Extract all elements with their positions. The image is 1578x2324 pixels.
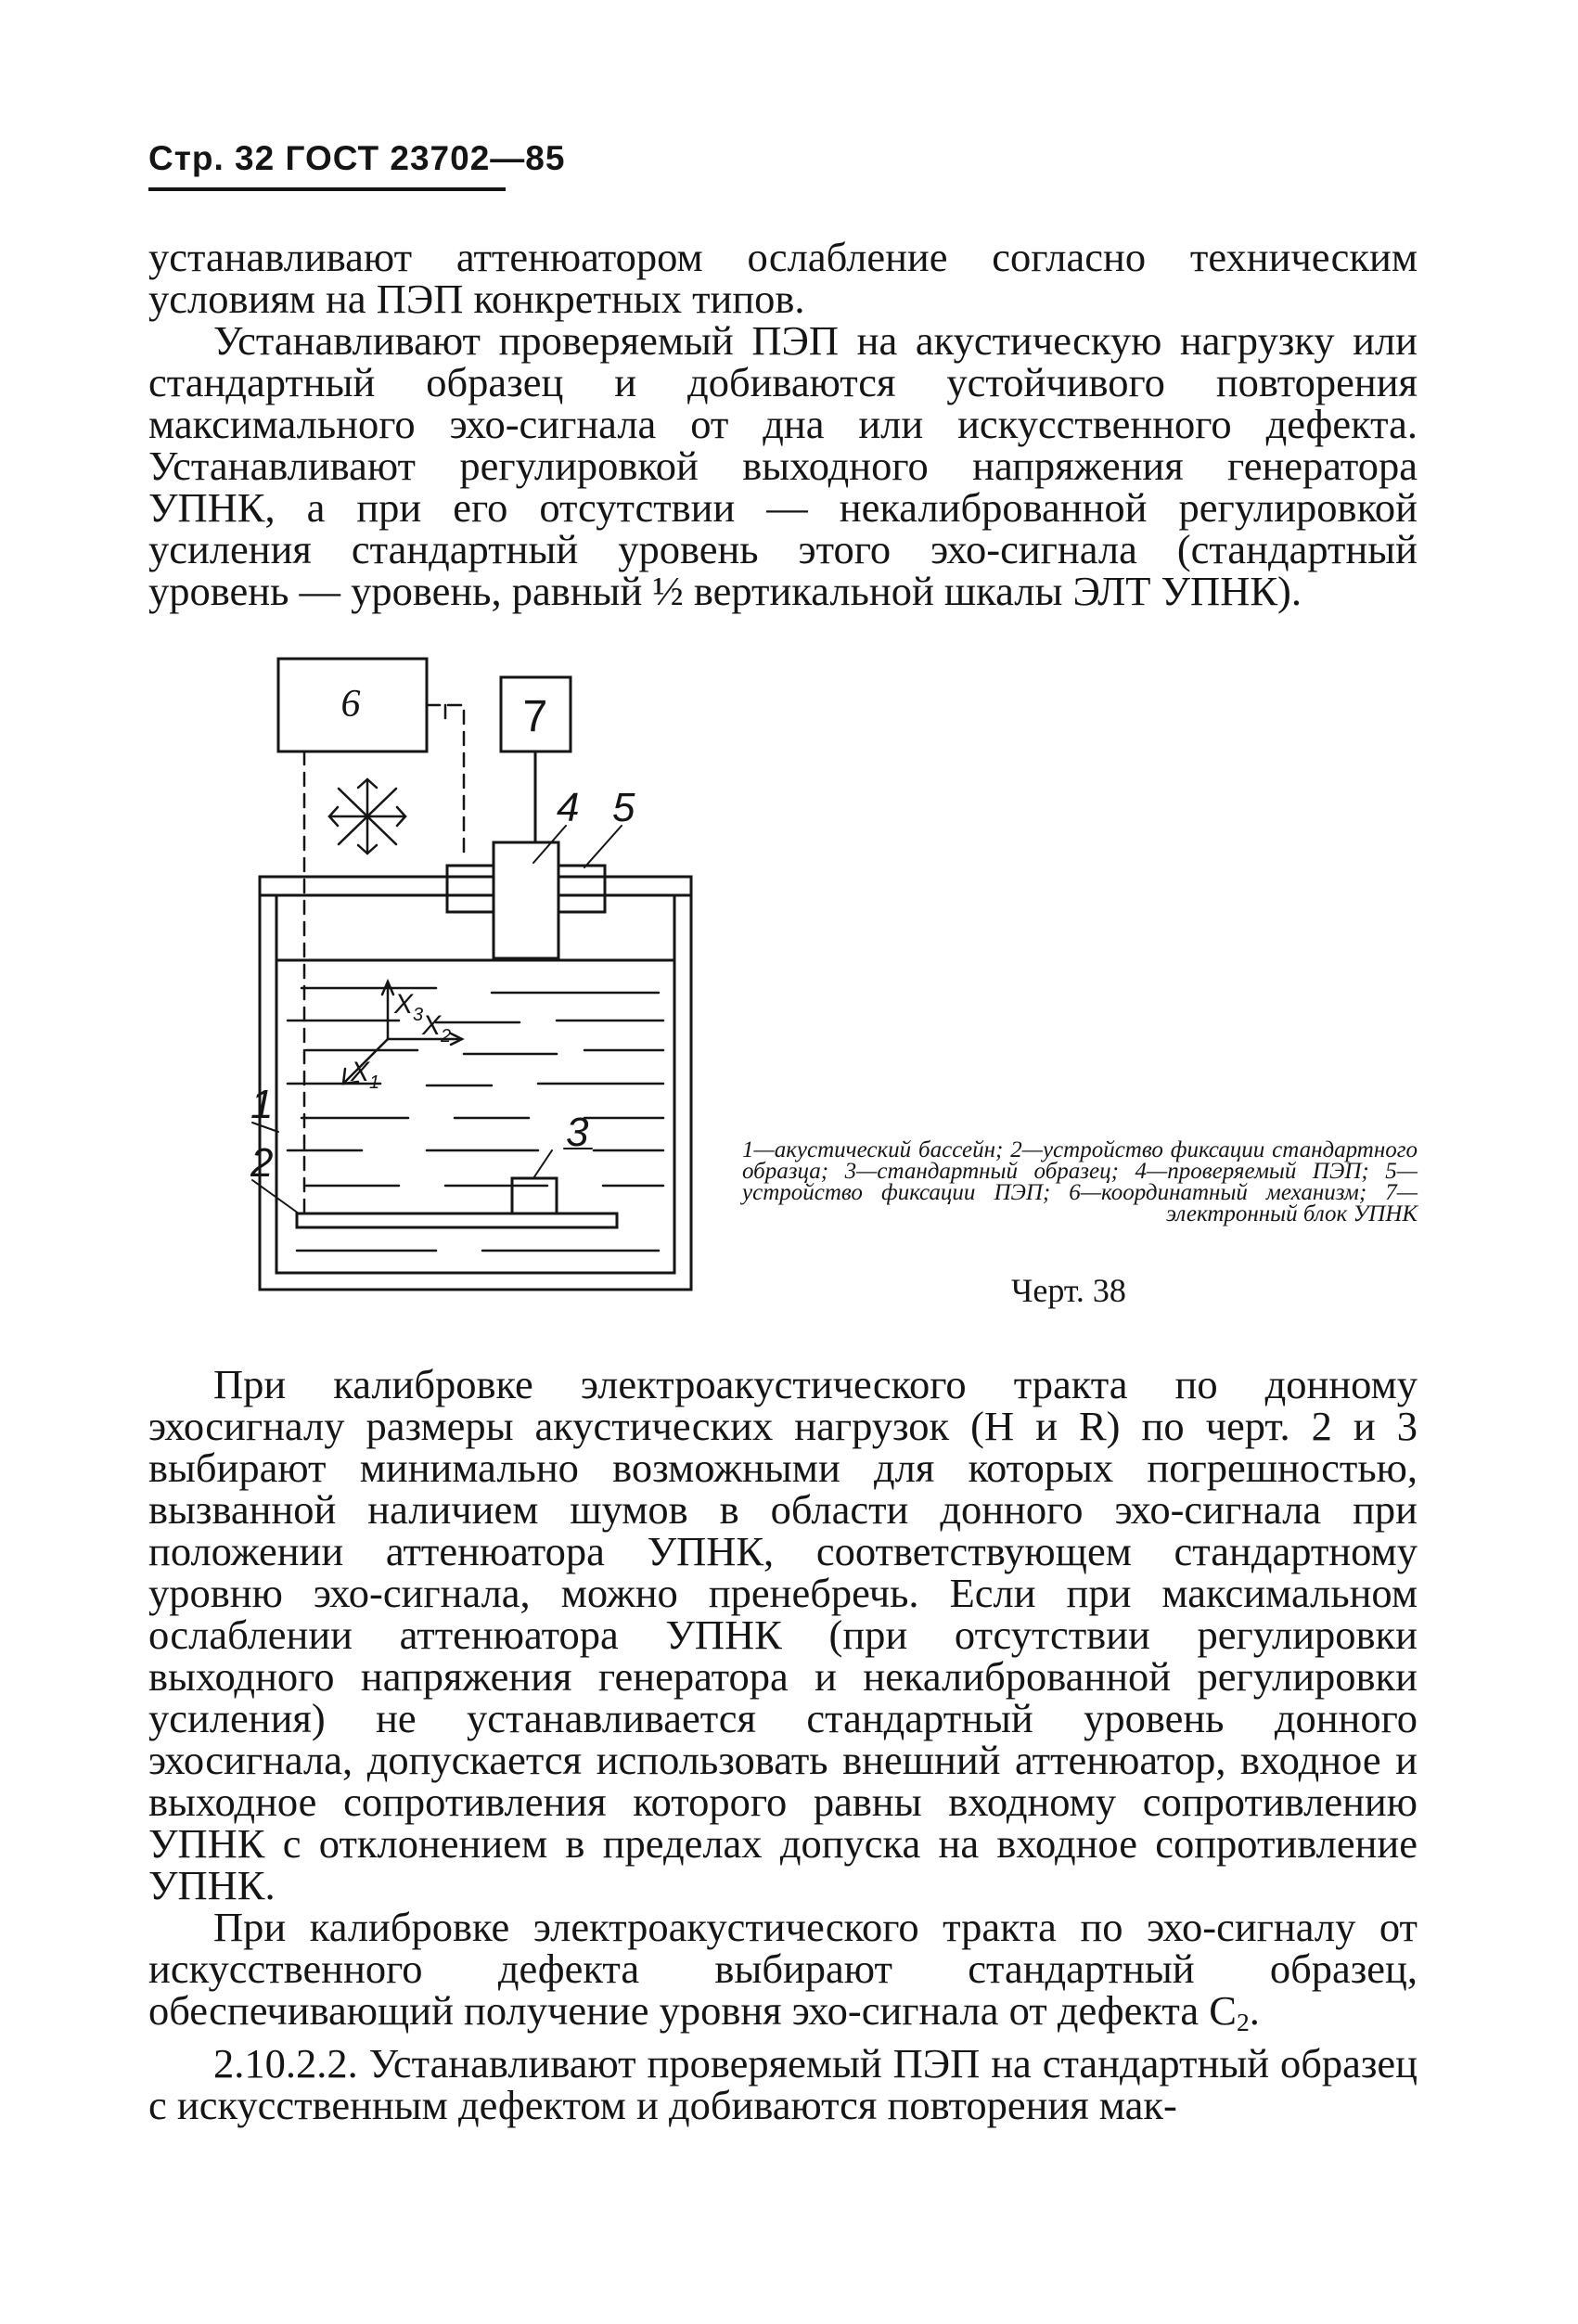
paragraph-2-10-2-2: 2.10.2.2. Устанавливают проверяемый ПЭП на стандартный образец с искусственным дефектом и добиваются повторения мак-: [148, 2039, 1418, 2128]
label-2: 2: [250, 1140, 274, 1186]
page-number: Стр. 32: [148, 139, 276, 177]
axis-x2-label: $X_2$: [422, 1010, 452, 1046]
transducer-probe: [494, 842, 558, 958]
tank-lid: [260, 877, 691, 895]
electronic-block: [501, 677, 571, 751]
top-text: [148, 234, 1418, 614]
label-1: 1: [250, 1082, 274, 1127]
transducer-holder: [447, 842, 605, 958]
direction-arrows-symbol: [329, 779, 405, 854]
acoustic-pool: [260, 895, 691, 1290]
paragraph-bottom-signal: При калибровке электроакустического тракта по донному эхосигналу размеры акустических нагрузок (H и R) по черт. 2 и 3 выбирают минимально возможными для которых погрешностью, вызванной наличием шумов в области донного эхо-сигнала при положении аттенюатора УПНК, соответствующем стандартному уровню эхо-сигнала, можно пренебречь. Если при максимальном ослаблении аттенюатора УПНК (при отсутствии регулировки выходного напряжения генератора и некалиброванной регулировки усиления) не устанавливается стандартный уровень донного эхосигнала, допускается использовать внешний аттенюатор, входное и выходное сопротивления которого равны входному сопротивлению УПНК с отклонением в пределах допуска на входное сопротивление УПНК.: [148, 1361, 1418, 1908]
page-header: [148, 139, 566, 191]
bottom-text: [148, 1361, 1418, 2128]
caption-text: 1—акустический бассейн; 2—устройство фиксации стандартного образца; 3—стандартный образец; 4—проверяемый ПЭП; 5—устройство фиксации ПЭП; 6—координатный механизм; 7—электронный блок УПНК: [742, 1137, 1418, 1226]
axis-labels: [350, 989, 451, 1093]
label-4: 4: [557, 785, 580, 830]
water-hatching: [288, 988, 663, 1251]
leader-labels: [250, 785, 635, 1186]
label-5: 5: [612, 785, 635, 830]
paragraph-continuation: устанавливают аттенюатором ослабление согласно техническим условиям на ПЭП конкретных типов.: [148, 234, 1418, 322]
label-6: 6: [340, 683, 361, 725]
figure-number: Черт. 38: [1011, 1272, 1126, 1309]
label-3: 3: [566, 1110, 589, 1155]
axis-x1-label: $X_1$: [351, 1057, 380, 1093]
label-7: 7: [522, 692, 548, 741]
coordinate-mechanism-block: [278, 659, 427, 751]
standard-id: ГОСТ 23702—85: [285, 139, 566, 177]
paragraph-setup: Устанавливают проверяемый ПЭП на акустическую нагрузку или стандартный образец и добиваются устойчивого повторения максимального эхо-сигнала от дна или искусственного дефекта. Устанавливают регулировкой выходного напряжения генератора УПНК, а при его отсутствии — некалиброванной регулировкой усиления стандартный уровень этого эхо-сигнала (стандартный уровень — уровень, равный ½ вертикальной шкалы ЭЛТ УПНК).: [148, 317, 1418, 614]
paragraph-artificial-defect: При калибровке электроакустического тракта по эхо-сигналу от искусственного дефекта выбирают стандартный образец, обеспечивающий получение уровня эхо-сигнала от дефекта $C_2$.: [148, 1904, 1418, 2036]
standard-sample: [512, 1178, 557, 1213]
figure-chert-38: [250, 649, 714, 1299]
axis-x3-label: $X_3$: [394, 989, 424, 1025]
figure-caption: [742, 1139, 1418, 1225]
